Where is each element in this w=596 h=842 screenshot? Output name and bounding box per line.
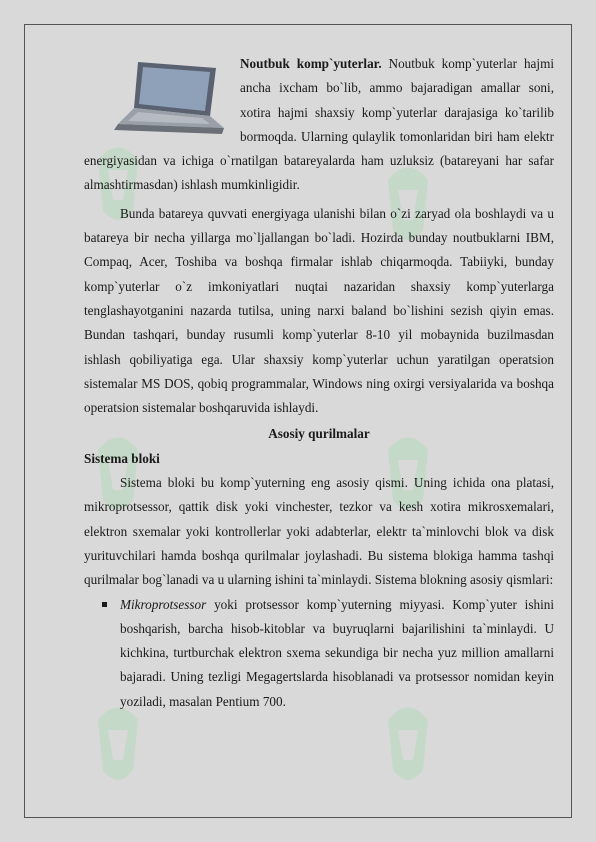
microprocessor-text: yoki protsessor komp`yuterning miyyasi. Komp`yuter ishini boshqarish, barcha hisob-kitoblar va buyruqlarni bajarilishini ta`minlaydi. U kichkina, turtburchak elektron sxema sekundiga bir necha yuz million amallarni bajaradi. Uning tezligi Megagertslarda hisoblanadi va protsessor nomidan keyin yoziladi, masalan Pentium 700. bbox=[120, 596, 554, 709]
paragraph-notebooks bbox=[84, 52, 554, 198]
bullet-square-icon bbox=[102, 602, 107, 607]
notebooks-heading: Noutbuk komp`yuterlar. bbox=[240, 56, 382, 71]
paragraph-system-unit: Sistema bloki bu komp`yuterning eng asosiy qismi. Uning ichida ona platasi, mikroprotsessor, qattik disk yoki vinchester, tezkor va kesh xotira mikrosxemalari, elektron sxemalar yoki kontrollerlar yoki adabterlar, elektr ta`minlovchi blok va disk yurituvchilari hamda boshqa qurilmalar joylashadi. Bu sistema blokiga hamma tashqi qurilmalar bog`lanadi va u ularning ishini ta`minlaydi. Sistema blokning asosiy qismlari: bbox=[84, 475, 554, 588]
list-item bbox=[120, 593, 554, 714]
laptop-image-icon bbox=[98, 58, 228, 142]
subsection-title: Sistema bloki bbox=[84, 450, 160, 466]
microprocessor-term: Mikroprotsessor bbox=[120, 596, 207, 612]
section-title: Asosiy qurilmalar bbox=[268, 426, 370, 442]
paragraph-battery: Bunda batareya quvvati energiyaga ulanishi bilan o`zi zaryad ola boshlaydi va u batareya bir necha yillarga mo`ljallangan bo`ladi. Hozirda bunday noutbuklarni IBM, Compaq, Acer, Toshiba va boshqa firmalar ishlab chiqarmoqda. Tabiiyki, bunday komp`yuterlar o`z imkoniyatlari nuqtai nazaridan shaxsiy komp`yuterlarga tenglashayotganini nazarda tutilsa, uning narxi baland bo`lishini sezish qiyin emas. Bundan tashqari, bunday rusumli komp`yuterlar 8-10 yil mobaynida buzilmasdan ishlash qobiliyatiga ega. Ular shaxsiy komp`yuterlar uchun yaratilgan operatsion sistemalar MS DOS, qobiq programmalar, Windows ning oxirgi versiyalarida va boshqa operatsion sistemalar boshqaruvida ishlaydi. bbox=[84, 205, 554, 416]
notebooks-text: Noutbuk komp`yuterlar hajmi ancha ixcham bo`lib, ammo bajaradigan amallar soni, xotira hajmi shaxsiy komp`yuterlar darajasiga ko`tarilib bormoqda. Ularning qulaylik tomonlaridan biri ham elektr energiyasidan va ichiga o`rnatilgan batareyalarda ham uzluksiz (batareyani har safar almashtirmasdan) ishlash mumkinligidir. bbox=[84, 56, 554, 193]
document-body bbox=[84, 52, 554, 714]
system-unit-parts-list bbox=[84, 593, 554, 714]
